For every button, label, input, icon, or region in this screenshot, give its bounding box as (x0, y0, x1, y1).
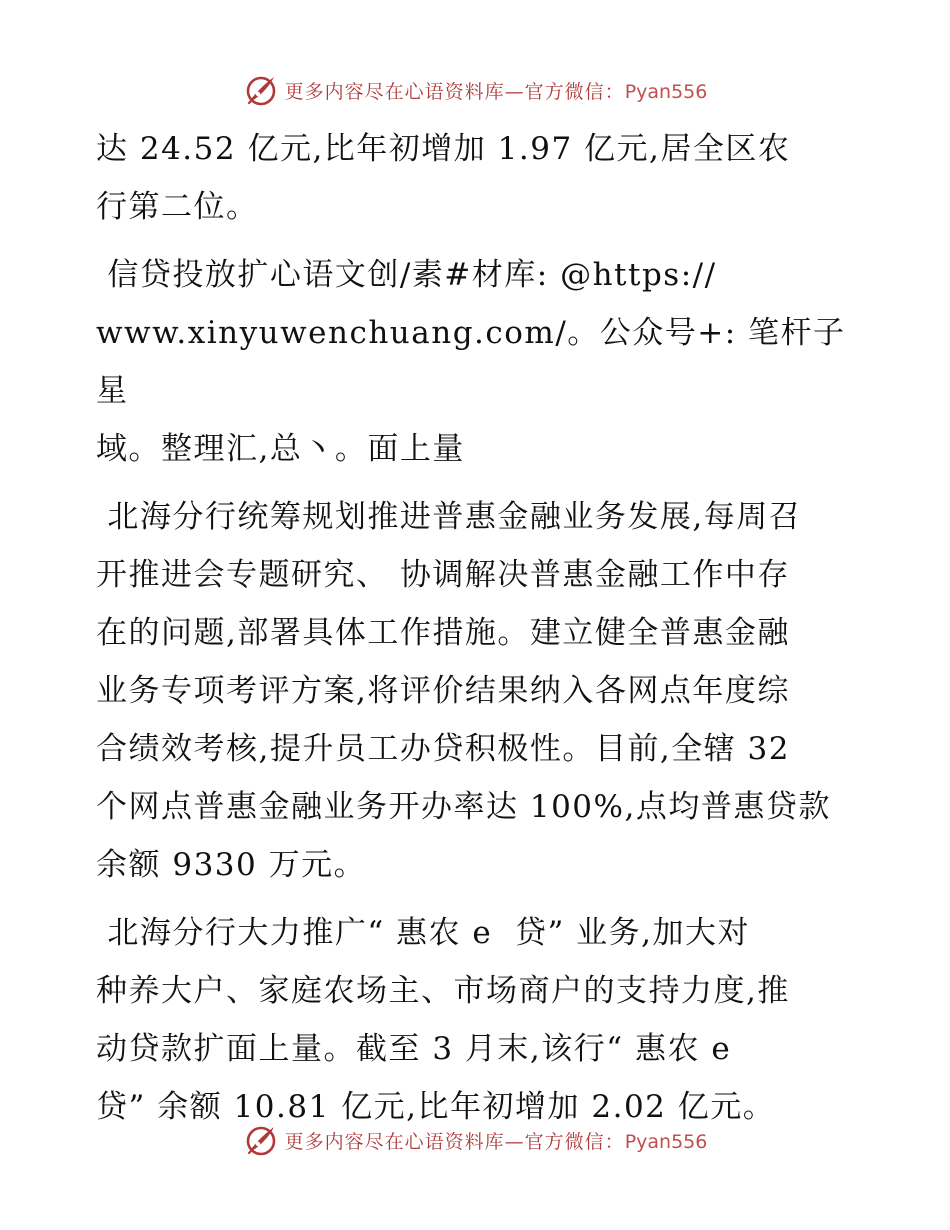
banner-wechat-id: Pyan556 (624, 1130, 708, 1153)
footer-banner-inner (243, 1122, 708, 1158)
header-banner-inner (243, 72, 708, 108)
document-body (96, 120, 856, 1136)
banner-wechat-id: Pyan556 (624, 80, 708, 103)
text-line: 北海分行大力推广“ 惠农 e 贷” 业务,加大对 (96, 915, 751, 951)
footer-banner (0, 1118, 950, 1162)
text-line: 域。整理汇,总丶。面上量 (96, 431, 465, 467)
header-banner (0, 68, 950, 112)
text-line: www.xinyuwenchuang.com/。公众号+: 笔杆子星 (96, 315, 846, 409)
quill-logo-icon (243, 1122, 279, 1158)
paragraph-credit-expansion (96, 246, 856, 478)
banner-separator: — (504, 1130, 525, 1153)
banner-title: 更多内容尽在心语资料库 (284, 1130, 505, 1153)
banner-separator: — (504, 80, 525, 103)
text-line: 贷” 余额 10.81 亿元,比年初增加 2.02 亿元。 (96, 1089, 776, 1125)
quill-logo-icon (243, 72, 279, 108)
banner-wechat-label: 官方微信： (524, 1130, 625, 1153)
paragraph-inclusive-finance (96, 488, 856, 894)
text-line: 合绩效考核,提升员工办贷积极性。目前,全辖 32 (96, 731, 791, 767)
banner-title: 更多内容尽在心语资料库 (284, 80, 505, 103)
text-line: 种养大户、家庭农场主、市场商户的支持力度,推 (96, 973, 790, 1009)
paragraph-huinong-e-loan (96, 904, 856, 1136)
banner-wechat-label: 官方微信： (524, 80, 625, 103)
header-banner-text (285, 77, 708, 104)
text-line: 达 24.52 亿元,比年初增加 1.97 亿元,居全区农 (96, 131, 791, 167)
text-line: 在的问题,部署具体工作措施。建立健全普惠金融 (96, 615, 790, 651)
text-line: 动贷款扩面上量。截至 3 月末,该行“ 惠农 e (96, 1031, 732, 1067)
paragraph-loan-balance (96, 120, 856, 236)
text-line: 信贷投放扩心语文创/素#材库: @https:// (96, 257, 717, 293)
text-line: 行第二位。 (96, 189, 259, 225)
footer-banner-text (285, 1127, 708, 1154)
text-line: 余额 9330 万元。 (96, 847, 367, 883)
text-line: 业务专项考评方案,将评价结果纳入各网点年度综 (96, 673, 790, 709)
text-line: 个网点普惠金融业务开办率达 100%,点均普惠贷款 (96, 789, 831, 825)
text-line: 开推进会专题研究、 协调解决普惠金融工作中存 (96, 557, 790, 593)
text-line: 北海分行统筹规划推进普惠金融业务发展,每周召 (96, 499, 802, 535)
